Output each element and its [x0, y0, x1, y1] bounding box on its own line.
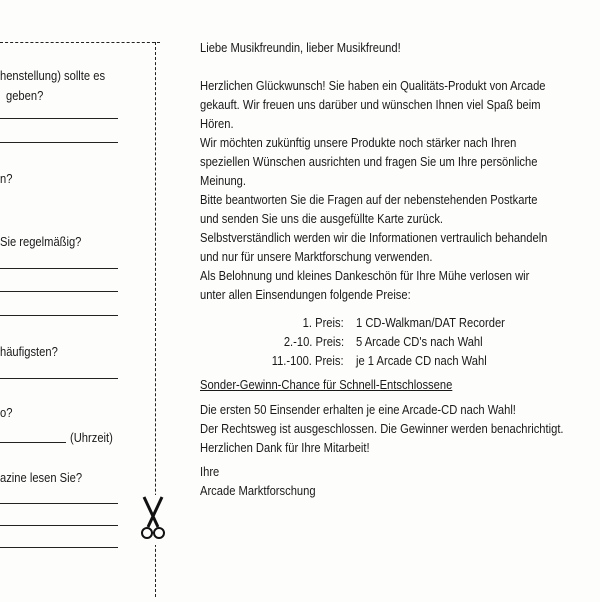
- prize-rank: 2.-10. Preis:: [283, 334, 344, 349]
- special-line: Der Rechtsweg ist ausgeschlossen. Die Gewinner werden benachrichtigt.: [200, 421, 564, 436]
- prize-rank: 1. Preis:: [302, 315, 344, 330]
- body-line: Meinung.: [200, 173, 246, 188]
- prize-name: je 1 Arcade CD nach Wahl: [356, 353, 487, 368]
- answer-line[interactable]: [0, 268, 118, 269]
- question-1-line-2: geben?: [6, 88, 44, 103]
- closing-line: Ihre: [200, 464, 220, 479]
- answer-line[interactable]: [0, 118, 118, 119]
- question-3: Sie regelmäßig?: [0, 234, 82, 249]
- scissors-icon: [138, 495, 168, 545]
- question-1-line-1: henstellung) sollte es: [0, 68, 106, 83]
- special-heading: Sonder-Gewinn-Chance für Schnell-Entschlossene: [200, 377, 453, 392]
- body-line: gekauft. Wir freuen uns darüber und wünschen Ihnen viel Spaß beim: [200, 97, 541, 112]
- body-line: Wir möchten zukünftig unsere Produkte noch stärker nach Ihren: [200, 135, 517, 150]
- question-2: n?: [0, 171, 13, 186]
- body-line: unter allen Einsendungen folgende Preise:: [200, 287, 411, 302]
- answer-line[interactable]: [0, 378, 118, 379]
- body-line: und nur für unsere Marktforschung verwenden.: [200, 249, 433, 264]
- time-answer-line[interactable]: [0, 442, 66, 443]
- greeting: Liebe Musikfreundin, lieber Musikfreund!: [200, 40, 401, 55]
- special-line: Herzlichen Dank für Ihre Mitarbeit!: [200, 440, 370, 455]
- body-line: und senden Sie uns die ausgefüllte Karte zurück.: [200, 211, 444, 226]
- cut-line-horizontal: [0, 42, 160, 43]
- answer-line[interactable]: [0, 142, 118, 143]
- answer-line[interactable]: [0, 503, 118, 504]
- question-5: o?: [0, 405, 13, 420]
- prize-name: 5 Arcade CD's nach Wahl: [356, 334, 483, 349]
- answer-line[interactable]: [0, 315, 118, 316]
- signature: Arcade Marktforschung: [200, 483, 316, 498]
- answer-line[interactable]: [0, 291, 118, 292]
- answer-line[interactable]: [0, 525, 118, 526]
- body-line: Selbstverständlich werden wir die Informationen vertraulich behandeln: [200, 230, 548, 245]
- body-line: speziellen Wünschen ausrichten und fragen Sie um Ihre persönliche: [200, 154, 538, 169]
- answer-line[interactable]: [0, 547, 118, 548]
- body-line: Herzlichen Glückwunsch! Sie haben ein Qualitäts-Produkt von Arcade: [200, 78, 546, 93]
- body-line: Hören.: [200, 116, 234, 131]
- prize-rank: 11.-100. Preis:: [272, 353, 344, 368]
- question-4: häufigsten?: [0, 344, 58, 359]
- prize-name: 1 CD-Walkman/DAT Recorder: [356, 315, 505, 330]
- time-label: (Uhrzeit): [70, 430, 113, 445]
- question-6: azine lesen Sie?: [0, 470, 83, 485]
- special-line: Die ersten 50 Einsender erhalten je eine Arcade-CD nach Wahl!: [200, 402, 516, 417]
- body-line: Bitte beantworten Sie die Fragen auf der nebenstehenden Postkarte: [200, 192, 538, 207]
- body-line: Als Belohnung und kleines Dankeschön für Ihre Mühe verlosen wir: [200, 268, 530, 283]
